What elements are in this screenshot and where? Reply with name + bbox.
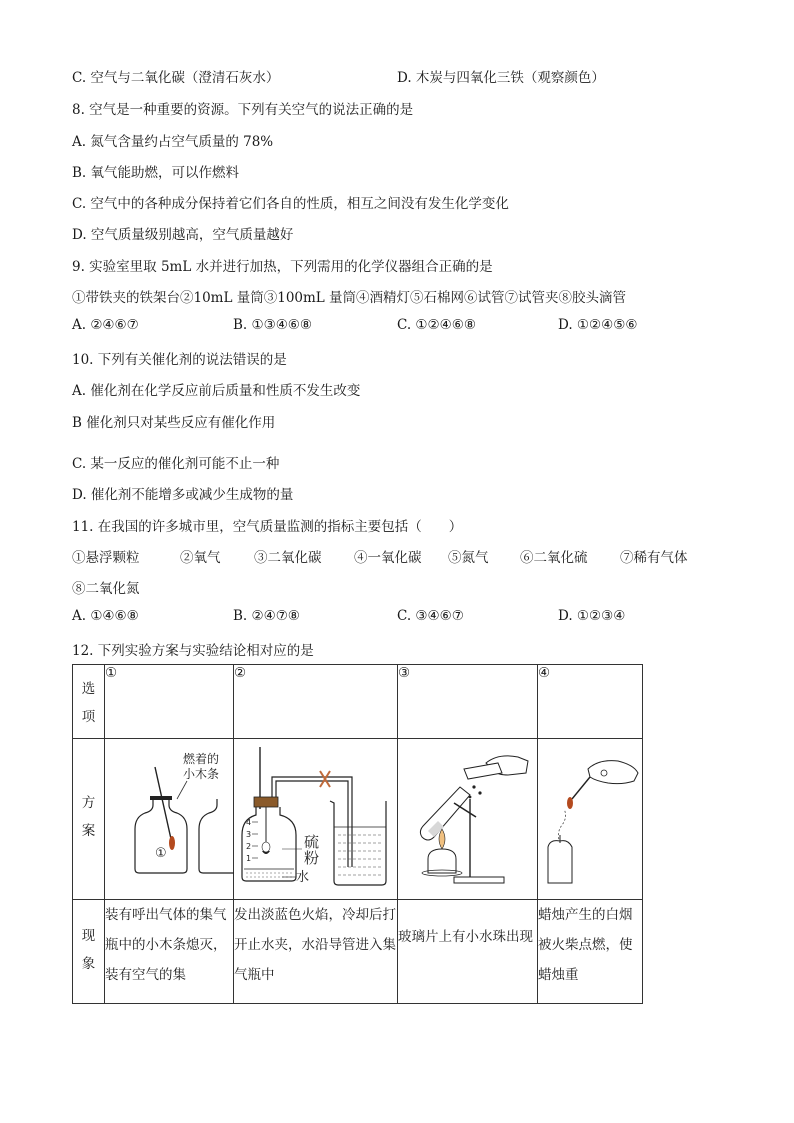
col-header-2: ②	[234, 665, 398, 739]
scheme-figure-1	[105, 739, 234, 900]
q7-option-d: D. 木炭与四氧化三铁（观察颜色）	[397, 70, 605, 86]
q8-option-c: C. 空气中的各种成分保持着它们各自的性质，相互之间没有发生化学变化	[72, 196, 509, 212]
match	[572, 777, 590, 799]
q10-stem: 10. 下列有关催化剂的说法错误的是	[72, 352, 287, 368]
col-header-4: ④	[538, 665, 643, 739]
q10-option-d: D. 催化剂不能增多或减少生成物的量	[72, 487, 294, 503]
q9-option-c: C. ①②④⑥⑧	[397, 317, 476, 333]
q11-option-b: B. ②④⑦⑧	[233, 608, 300, 624]
q10-option-c: C. 某一反应的催化剂可能不止一种	[72, 456, 280, 472]
q11-item-2: ②氧气	[180, 550, 221, 566]
q11-option-c: C. ③④⑥⑦	[397, 608, 464, 624]
q11-item-5: ⑤氮气	[448, 550, 489, 566]
sulfur-combustion-diagram	[234, 739, 398, 895]
bottle-1	[135, 799, 187, 873]
hand	[588, 761, 638, 784]
table-row-scheme	[73, 739, 643, 900]
col-header-1: ①	[105, 665, 234, 739]
q11-item-4: ④一氧化碳	[354, 550, 422, 566]
q11-option-d: D. ①②③④	[558, 608, 626, 624]
observation-1: 装有呼出气体的集气瓶中的小木条熄灭，装有空气的集	[105, 900, 234, 1004]
match-flame	[567, 797, 573, 809]
candle-smoke-diagram	[538, 739, 643, 895]
q11-item-3: ③二氧化碳	[254, 550, 322, 566]
scheme-figure-2	[234, 739, 398, 900]
scheme-figure-4	[538, 739, 643, 900]
q12-stem: 12. 下列实验方案与实验结论相对应的是	[72, 643, 314, 659]
table-row-observation	[73, 900, 643, 1004]
q7-option-c: C. 空气与二氧化碳（澄清石灰水）	[72, 70, 280, 86]
scale-4: 4	[246, 818, 252, 827]
q11-stem: 11. 在我国的许多城市里，空气质量监测的指标主要包括（ ）	[72, 519, 463, 535]
q8-stem: 8. 空气是一种重要的资源。下列有关空气的说法正确的是	[72, 102, 414, 118]
q11-item-6: ⑥二氧化硫	[520, 550, 588, 566]
glass-plate	[464, 763, 502, 779]
observation-3: 玻璃片上有小水珠出现	[398, 900, 538, 1004]
lamp-flame	[439, 829, 445, 849]
test-tube	[420, 787, 470, 840]
ember-1	[169, 836, 175, 850]
q11-item-8: ⑧二氧化氮	[72, 581, 140, 597]
gas-bottles-diagram	[105, 739, 234, 895]
q9-stem: 9. 实验室里取 5mL 水并进行加热，下列需用的化学仪器组合正确的是	[72, 259, 493, 275]
scheme-figure-3	[398, 739, 538, 900]
scale-1: 1	[246, 854, 252, 863]
q9-items: ①带铁夹的铁架台②10mL 量筒③100mL 量筒④酒精灯⑤石棉网⑥试管⑦试管夹⑧胶头滴管	[72, 290, 627, 306]
row-label-scheme: 方 案	[73, 739, 105, 900]
row-label-options: 选 项	[73, 665, 105, 739]
label-sulfur-2: 粉	[304, 849, 320, 867]
q9-option-a: A. ②④⑥⑦	[72, 317, 139, 333]
q8-option-a: A. 氮气含量约占空气质量的 78%	[72, 134, 274, 150]
q10-option-b: B 催化剂只对某些反应有催化作用	[72, 415, 276, 431]
q11-item-1: ①悬浮颗粒	[72, 550, 140, 566]
clamp	[320, 771, 330, 787]
cork	[254, 797, 278, 807]
test-tube-heating-diagram	[398, 739, 538, 895]
caption-stick: 小木条	[183, 767, 220, 781]
q9-option-d: D. ①②④⑤⑥	[558, 317, 638, 333]
q8-option-d: D. 空气质量级别越高，空气质量越好	[72, 227, 294, 243]
q11-option-a: A. ①④⑥⑧	[72, 608, 139, 624]
table-row-options	[73, 665, 643, 739]
alcohol-lamp	[428, 849, 456, 873]
label-water: 水	[296, 870, 310, 885]
row-label-observation: 现 象	[73, 900, 105, 1004]
observation-4: 蜡烛产生的白烟被火柴点燃，使蜡烛重	[538, 900, 643, 1004]
col-header-3: ③	[398, 665, 538, 739]
q9-option-b: B. ①③④⑥⑧	[233, 317, 313, 333]
observation-2: 发出淡蓝色火焰，冷却后打开止水夹，水沿导管进入集气瓶中	[234, 900, 398, 1004]
bottle-1-number: ①	[155, 846, 167, 861]
experiment-table	[72, 664, 643, 1004]
candle	[548, 841, 572, 883]
caption-burning: 燃着的	[183, 752, 220, 766]
q10-option-a: A. 催化剂在化学反应前后质量和性质不发生改变	[72, 383, 361, 399]
q8-option-b: B. 氧气能助燃，可以作燃料	[72, 165, 240, 181]
scale-2: 2	[246, 842, 252, 851]
scale-3: 3	[246, 830, 252, 839]
stand-base	[454, 877, 504, 883]
q11-item-7: ⑦稀有气体	[620, 550, 688, 566]
label-sulfur-1: 硫	[304, 833, 320, 851]
